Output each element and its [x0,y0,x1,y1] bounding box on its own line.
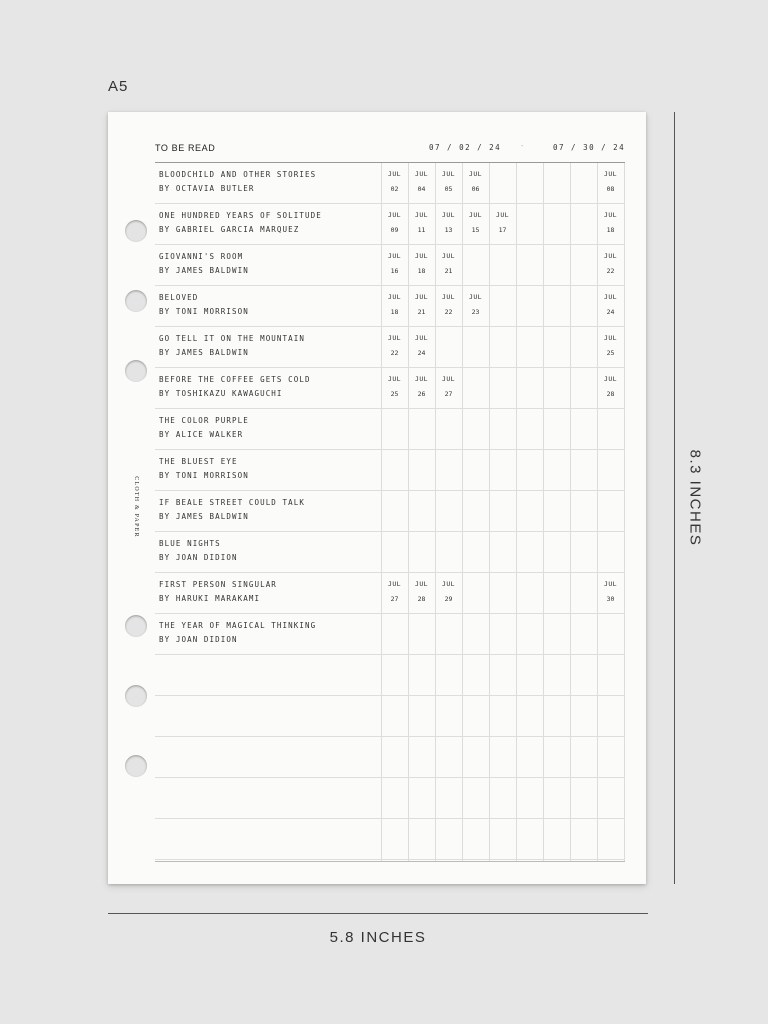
finished-date: 08 [606,185,615,193]
reading-day-date: 26 [417,390,426,398]
reading-day-date: 02 [390,185,399,193]
book-row [155,286,625,327]
book-title: FIRST PERSON SINGULAR [159,580,277,589]
book-author: BY TONI MORRISON [159,471,249,480]
reading-day-month: JUL [388,170,401,178]
reading-day-month: JUL [415,334,428,342]
reading-day-date: 11 [417,226,426,234]
finished-month: JUL [604,170,617,178]
reading-day-date: 24 [417,349,426,357]
reading-day-date: 22 [390,349,399,357]
reading-day-month: JUL [388,334,401,342]
book-author: BY JAMES BALDWIN [159,512,249,521]
planner-page [108,112,646,884]
reading-day-date: 16 [390,267,399,275]
book-row [155,696,625,737]
reading-day-month: JUL [415,375,428,383]
book-row [155,327,625,368]
start-date: 07 / 02 / 24 [429,143,502,152]
reading-day-date: 13 [444,226,453,234]
brand-text: CLOTH & PAPER [133,476,139,538]
end-date: 07 / 30 / 24 [553,143,626,152]
reading-day-date: 28 [417,595,426,603]
reading-day-month: JUL [388,252,401,260]
book-title: THE COLOR PURPLE [159,416,249,425]
finished-date: 28 [606,390,615,398]
reading-day-month: JUL [415,580,428,588]
book-title: BEFORE THE COFFEE GETS COLD [159,375,311,384]
punch-hole [125,685,147,707]
book-title: THE YEAR OF MAGICAL THINKING [159,621,317,630]
reading-day-month: JUL [442,293,455,301]
reading-day-month: JUL [469,211,482,219]
reading-day-date: 29 [444,595,453,603]
reading-day-month: JUL [442,211,455,219]
book-author: BY JOAN DIDION [159,635,238,644]
reading-log-table [155,162,625,862]
date-separator: - [521,143,524,150]
finished-date: 24 [606,308,615,316]
reading-day-month: JUL [415,211,428,219]
punch-hole [125,360,147,382]
reading-day-date: 04 [417,185,426,193]
reading-day-month: JUL [442,375,455,383]
reading-day-date: 18 [390,308,399,316]
book-row [155,655,625,696]
book-title: GIOVANNI'S ROOM [159,252,244,261]
book-row [155,737,625,778]
punch-hole [125,220,147,242]
book-row [155,573,625,614]
reading-day-date: 27 [390,595,399,603]
reading-day-month: JUL [388,580,401,588]
reading-day-month: JUL [442,580,455,588]
finished-month: JUL [604,334,617,342]
book-title: ONE HUNDRED YEARS OF SOLITUDE [159,211,322,220]
book-row [155,614,625,655]
book-author: BY GABRIEL GARCIA MARQUEZ [159,225,300,234]
book-row [155,204,625,245]
reading-day-date: 22 [444,308,453,316]
reading-day-month: JUL [388,211,401,219]
height-dimension-label: 8.3 INCHES [686,449,704,547]
reading-day-month: JUL [388,375,401,383]
reading-day-month: JUL [415,293,428,301]
finished-date: 22 [606,267,615,275]
book-row [155,163,625,204]
reading-day-month: JUL [442,170,455,178]
reading-day-date: 23 [471,308,480,316]
book-author: BY HARUKI MARAKAMI [159,594,261,603]
reading-day-month: JUL [415,170,428,178]
width-dimension-line [108,913,648,914]
book-row [155,450,625,491]
finished-month: JUL [604,580,617,588]
finished-date: 18 [606,226,615,234]
reading-day-month: JUL [469,293,482,301]
finished-month: JUL [604,375,617,383]
book-author: BY JOAN DIDION [159,553,238,562]
reading-day-date: 21 [417,308,426,316]
reading-day-date: 06 [471,185,480,193]
punch-hole [125,615,147,637]
book-row [155,245,625,286]
reading-day-date: 18 [417,267,426,275]
reading-day-month: JUL [496,211,509,219]
book-title: IF BEALE STREET COULD TALK [159,498,305,507]
punch-hole [125,290,147,312]
book-author: BY OCTAVIA BUTLER [159,184,255,193]
reading-day-date: 15 [471,226,480,234]
reading-day-date: 21 [444,267,453,275]
book-row [155,409,625,450]
reading-day-date: 27 [444,390,453,398]
height-dimension-line [674,112,675,884]
finished-month: JUL [604,293,617,301]
finished-date: 25 [606,349,615,357]
reading-day-month: JUL [388,293,401,301]
reading-day-month: JUL [415,252,428,260]
finished-month: JUL [604,211,617,219]
reading-day-date: 25 [390,390,399,398]
punch-hole [125,755,147,777]
book-author: BY ALICE WALKER [159,430,244,439]
book-title: GO TELL IT ON THE MOUNTAIN [159,334,305,343]
reading-day-date: 05 [444,185,453,193]
book-row [155,819,625,860]
book-title: BLUE NIGHTS [159,539,221,548]
book-row [155,491,625,532]
reading-day-date: 17 [498,226,507,234]
book-title: THE BLUEST EYE [159,457,238,466]
finished-date: 30 [606,595,615,603]
book-author: BY TOSHIKAZU KAWAGUCHI [159,389,283,398]
book-author: BY TONI MORRISON [159,307,249,316]
book-row [155,532,625,573]
book-title: BELOVED [159,293,199,302]
book-title: BLOODCHILD AND OTHER STORIES [159,170,317,179]
page-title: TO BE READ [155,143,216,153]
width-dimension-label: 5.8 INCHES [329,929,427,946]
paper-size-label: A5 [108,78,129,95]
book-row [155,778,625,819]
book-author: BY JAMES BALDWIN [159,266,249,275]
finished-month: JUL [604,252,617,260]
reading-day-date: 09 [390,226,399,234]
reading-day-month: JUL [442,252,455,260]
book-author: BY JAMES BALDWIN [159,348,249,357]
book-row [155,368,625,409]
reading-day-month: JUL [469,170,482,178]
